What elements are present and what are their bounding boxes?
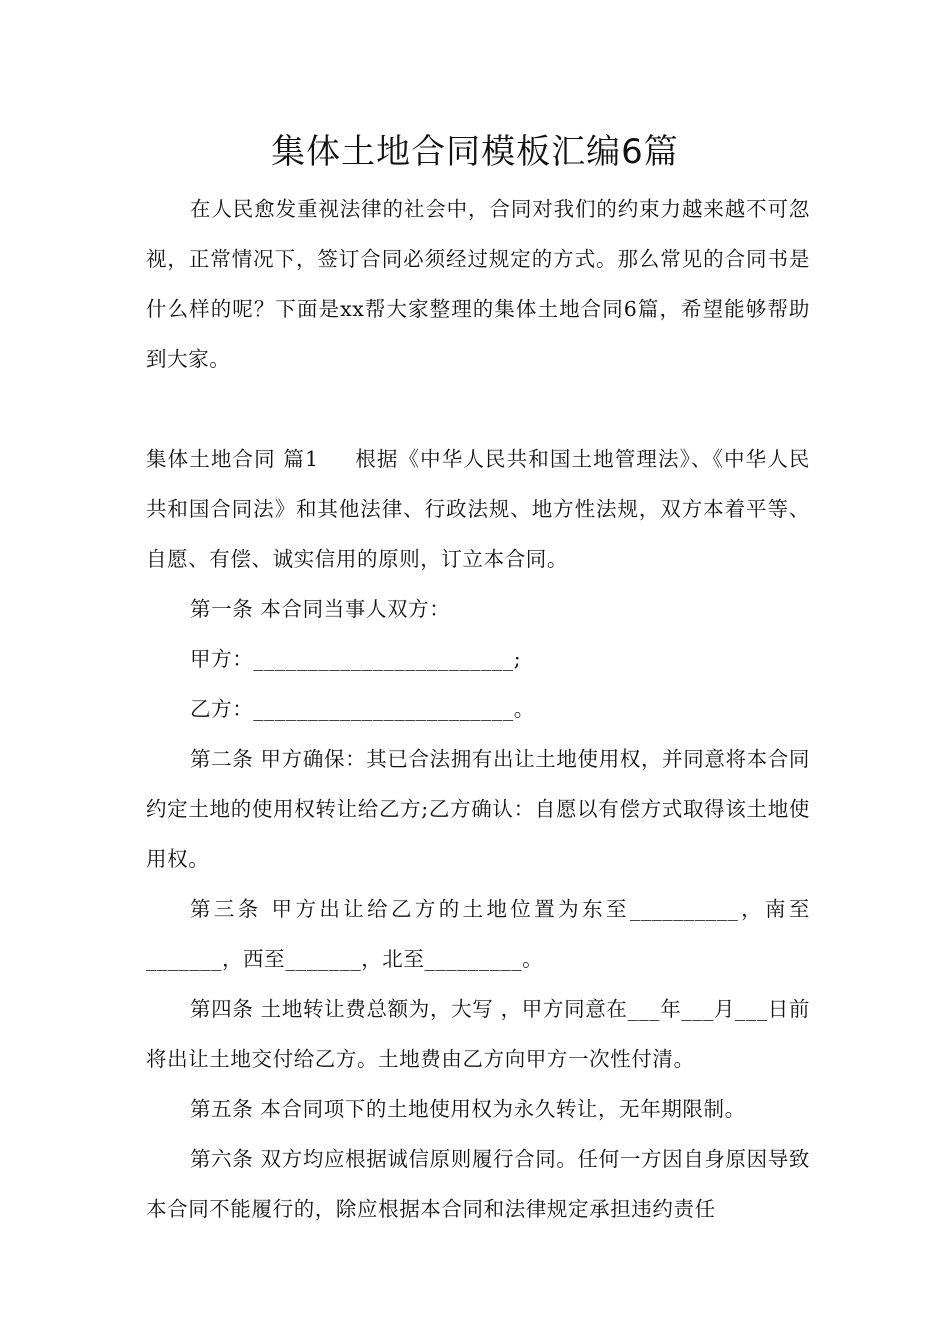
article-2: 第二条 甲方确保：其已合法拥有出让土地使用权，并同意将本合同约定土地的使用权转让给乙方;乙方确认：自愿以有偿方式取得该土地使用权。 bbox=[146, 747, 810, 871]
article-5: 第五条 本合同项下的土地使用权为永久转让，无年期限制。 bbox=[190, 1097, 746, 1121]
paragraph-spacer bbox=[146, 384, 810, 434]
section1-opening: 根据《中华人民共和国土地管理法》、《中华人民共和国合同法》和其他法律、行政法规、地方性法规，双方本着平等、自愿、有偿、诚实信用的原则，订立本合同。 bbox=[146, 447, 810, 571]
document-title: 集体土地合同模板汇编6篇 bbox=[271, 132, 679, 172]
article-1: 第一条 本合同当事人双方： bbox=[190, 597, 451, 621]
article-6: 第六条 双方均应根据诚信原则履行合同。任何一方因自身原因导致本合同不能履行的，除应根据本合同和法律规定承担违约责任 bbox=[146, 1147, 810, 1221]
article-4: 第四条 土地转让费总额为，大写 ，甲方同意在___年___月___日前将出让土地交付给乙方。土地费由乙方向甲方一次性付清。 bbox=[146, 997, 810, 1071]
party-a-line: 甲方：________________________; bbox=[190, 647, 522, 671]
party-b-line: 乙方：________________________。 bbox=[190, 697, 535, 721]
section1-paragraph bbox=[146, 434, 810, 584]
intro-paragraph: 在人民愈发重视法律的社会中，合同对我们的约束力越来越不可忽视，正常情况下，签订合同必须经过规定的方式。那么常见的合同书是什么样的呢？下面是xx帮大家整理的集体土地合同6篇，希望能够帮助到大家。 bbox=[146, 197, 810, 371]
document-body bbox=[146, 184, 810, 1234]
article-3: 第三条 甲方出让给乙方的土地位置为东至__________，南至_______，西至_______，北至_________。 bbox=[146, 897, 810, 971]
section1-heading: 集体土地合同 篇1 bbox=[146, 447, 319, 471]
